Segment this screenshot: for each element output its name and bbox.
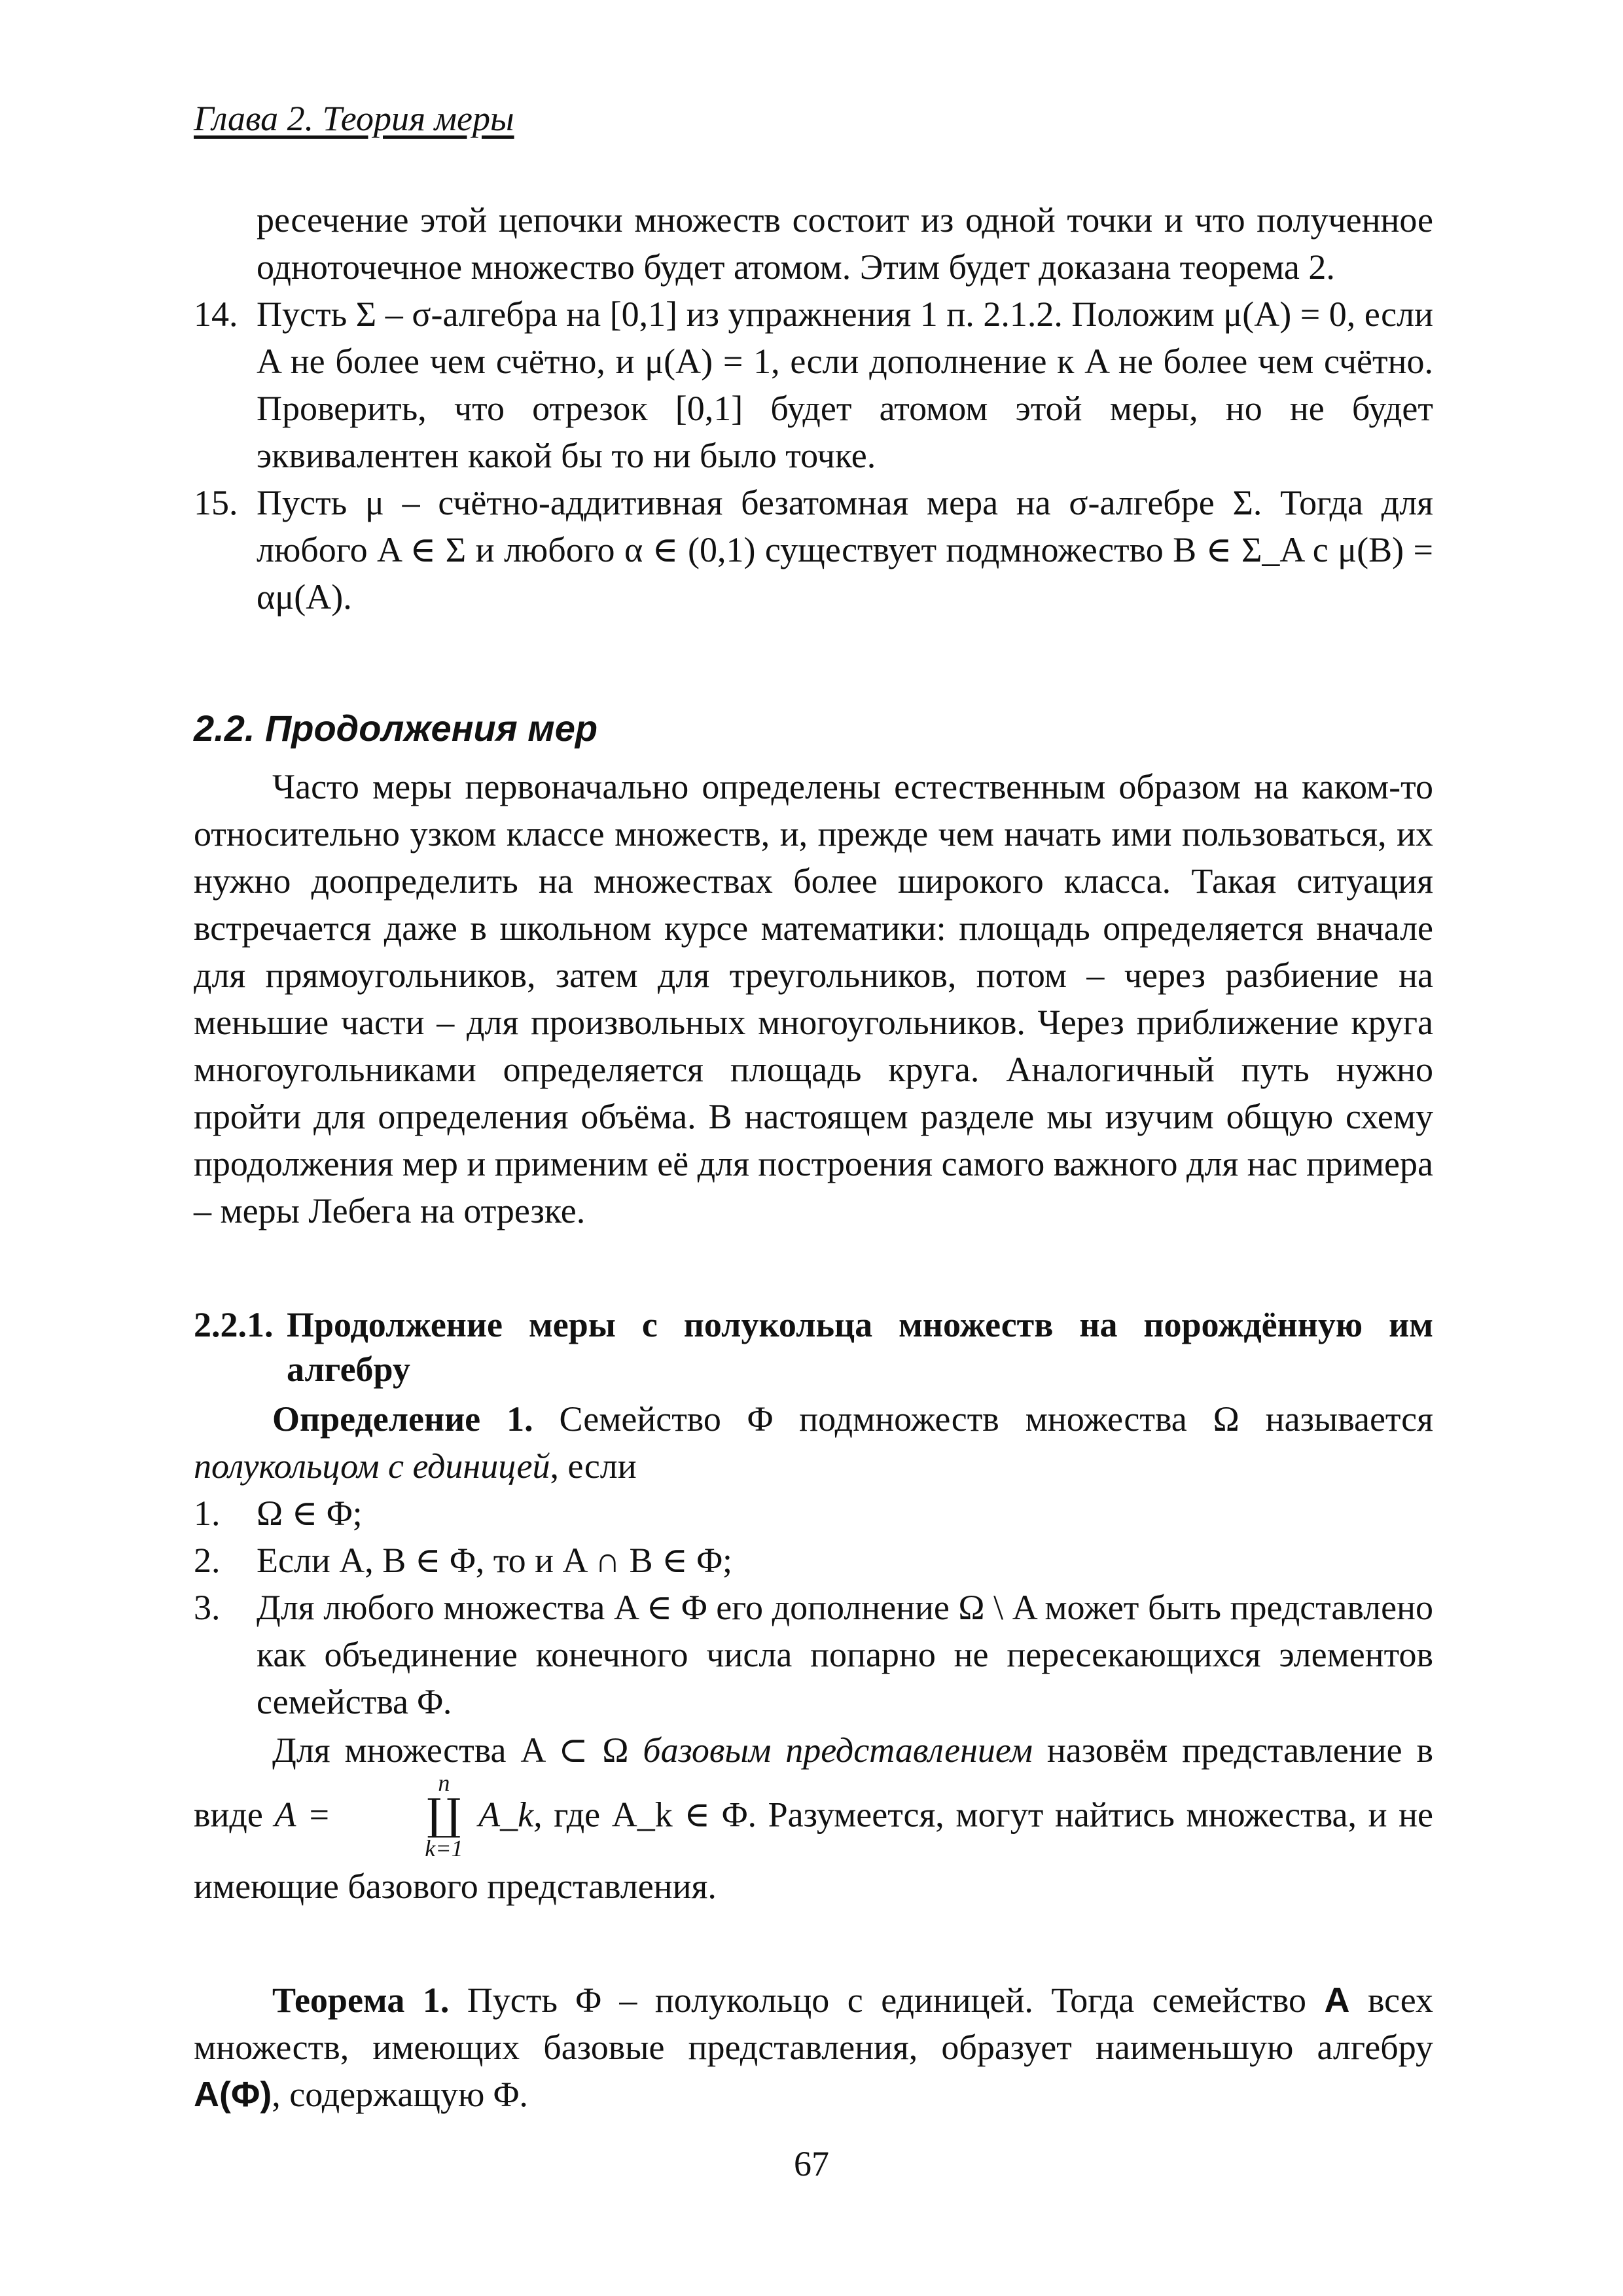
basis-paragraph bbox=[194, 1727, 1433, 1910]
item-text: Для любого множества A ∈ Φ его дополнение Ω \ A может быть представлено как объединение конечного числа попарно не пересекающихся элементов семейства Φ. bbox=[257, 1588, 1433, 1721]
basis-term: базовым представлением bbox=[643, 1731, 1033, 1770]
theorem-label: Теорема 1. bbox=[272, 1981, 450, 2020]
section-body bbox=[194, 763, 1433, 1234]
section-title: 2.2. Продолжения мер bbox=[194, 708, 598, 749]
definition-text-after: , если bbox=[550, 1446, 637, 1486]
exercise-14 bbox=[194, 291, 1433, 479]
theorem-text: Пусть Φ – полукольцо с единицей. Тогда семейство bbox=[467, 1981, 1306, 2020]
exercise-number: 14. bbox=[194, 295, 238, 334]
theorem-paragraph bbox=[194, 1977, 1433, 2118]
item-text: Если A, B ∈ Φ, то и A ∩ B ∈ Φ; bbox=[257, 1541, 733, 1580]
basis-lead: Для множества A ⊂ Ω bbox=[272, 1731, 629, 1770]
coproduct-sign: ∐ bbox=[427, 1791, 461, 1839]
theorem-text-3: , содержащую Φ. bbox=[272, 2075, 528, 2114]
definition-item-1 bbox=[194, 1490, 1433, 1537]
coproduct-lower-limit: k=1 bbox=[425, 1835, 463, 1861]
formula-rhs: A_k, bbox=[478, 1795, 543, 1835]
algebra-symbol: A(Φ) bbox=[194, 2075, 272, 2114]
item-text: Ω ∈ Φ; bbox=[257, 1494, 363, 1533]
item-number: 2. bbox=[194, 1541, 221, 1580]
definition-item-2 bbox=[194, 1537, 1433, 1584]
definition-item-3 bbox=[194, 1584, 1433, 1725]
item-number: 3. bbox=[194, 1588, 221, 1627]
section-paragraph: Часто меры первоначально определены естественным образом на каком-то относительно узком классе множеств, и, прежде чем начать ими пользоваться, их нужно доопределить на множествах более широкого класса. Такая ситуация встречается даже в школьном курсе математики: площадь определяется вначале для прямоугольников, затем для треугольников, потом – через разбиение на меньшие части – для произвольных многоугольников. Через приближение круга многоугольниками определяется площадь круга. Аналогичный путь нужно пройти для определения объёма. В настоящем разделе мы изучим общую схему продолжения мер и применим её для построения самого важного для нас примера – меры Лебега на отрезке. bbox=[194, 767, 1433, 1230]
definition-label: Определение 1. bbox=[272, 1399, 533, 1439]
basis-rest: назовём представление в виде bbox=[194, 1731, 1433, 1835]
subsection-title: Продолжение меры с полукольца множеств на порождённую им алгебру bbox=[287, 1305, 1433, 1389]
running-head: Глава 2. Теория меры bbox=[194, 99, 514, 138]
exercise-number: 15. bbox=[194, 483, 238, 522]
exercise-text: Пусть Σ – σ-алгебра на [0,1] из упражнения 1 п. 2.1.2. Положим μ(A) = 0, если A не более чем счётно, и μ(A) = 1, если дополнение к A не более чем счётно. Проверить, что отрезок [0,1] будет атомом этой меры, но не будет эквивалентен какой бы то ни было точке. bbox=[257, 295, 1433, 475]
item-number: 1. bbox=[194, 1494, 221, 1533]
formula-lhs: A = bbox=[274, 1795, 331, 1835]
family-symbol: A bbox=[1324, 1981, 1350, 2020]
exercise-15 bbox=[194, 479, 1433, 620]
continuation-block bbox=[194, 196, 1433, 620]
theorem-block bbox=[194, 1977, 1433, 2118]
subsection-heading bbox=[194, 1302, 1433, 1391]
coproduct-symbol bbox=[346, 1771, 463, 1860]
definition-block bbox=[194, 1395, 1433, 1910]
basis-tail: где A_k ∈ Φ. Разумеется, могут найтись множества, и не имеющие базового представления. bbox=[194, 1795, 1433, 1906]
coproduct-upper-limit: n bbox=[438, 1770, 450, 1796]
theorem-text-2: всех множеств, имеющих базовые представления, образует наименьшую алгебру bbox=[194, 1981, 1434, 2067]
exercise-text: Пусть μ – счётно-аддитивная безатомная мера на σ-алгебре Σ. Тогда для любого A ∈ Σ и любого α ∈ (0,1) существует подмножество B ∈ Σ_A с μ(B) = αμ(A). bbox=[257, 483, 1433, 617]
subsection-number: 2.2.1. bbox=[194, 1305, 274, 1344]
definition-text: Семейство Φ подмножеств множества Ω называется bbox=[559, 1399, 1433, 1439]
definition-term: полукольцом с единицей bbox=[194, 1446, 550, 1486]
continuation-paragraph: ресечение этой цепочки множеств состоит из одной точки и что полученное одноточечное множество будет атомом. Этим будет доказана теорема 2. bbox=[257, 200, 1433, 287]
definition-paragraph bbox=[194, 1395, 1433, 1490]
page-number: 67 bbox=[794, 2144, 829, 2183]
